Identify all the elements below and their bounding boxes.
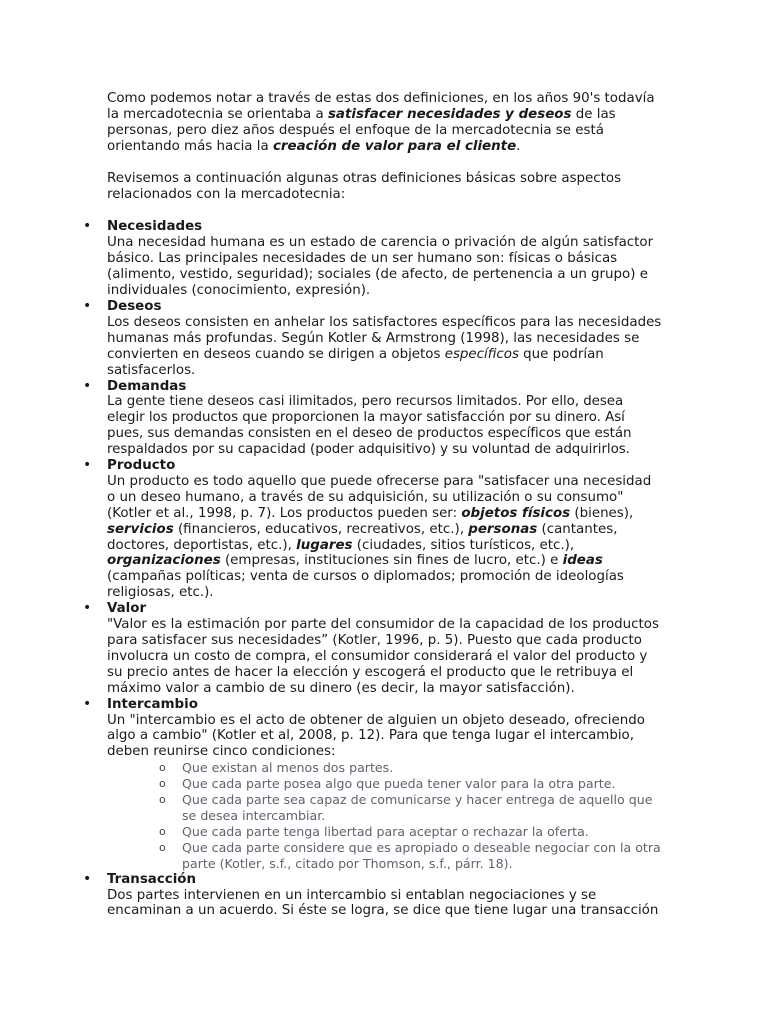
definition-emphasis: personas xyxy=(468,521,538,537)
condition-item: o Que existan al menos dos partes. xyxy=(182,760,663,776)
definition-emphasis: específicos xyxy=(444,346,519,362)
definition-deseos xyxy=(107,299,663,379)
condition-item: o Que cada parte considere que es apropiado o deseable negociar con la otra parte (Kotler, s.f., citado por Thomson, s.f., párr. 18). xyxy=(182,840,663,872)
definition-emphasis: objetos físicos xyxy=(461,505,571,521)
intro-paragraph xyxy=(107,91,663,155)
condition-item: o Que cada parte posea algo que pueda tener valor para la otra parte. xyxy=(182,776,663,792)
definition-text: (bienes), xyxy=(570,505,634,521)
intro-text: de las personas, pero diez años después el enfoque de la mercadotecnia se está orientando más hacia la xyxy=(107,106,616,154)
definition-transaccion xyxy=(107,872,663,920)
definition-text: La gente tiene deseos casi ilimitados, pero recursos limitados. Por ello, desea elegir los productos que proporcionen la mayor satisfacción por su dinero. Así pues, sus demandas consisten en el deseo de productos específicos que están respaldados por su capacidad (poder adquisitivo) y su voluntad de adquirirlos. xyxy=(107,394,632,458)
definition-emphasis: organizaciones xyxy=(107,553,221,569)
definition-text: Un producto es todo aquello que puede ofrecerse para "satisfacer una necesidad o un deseo humano, a través de su adquisición, su utilización o su consumo" (Kotler et al., 1998, p. 7). Los productos pueden ser: xyxy=(107,473,652,521)
term-heading: • Transacción xyxy=(107,871,197,887)
intro-text: Como podemos notar a través de estas dos definiciones, en los años 90's todavía la mercadotecnia se orientaba a xyxy=(107,91,655,122)
definition-text: (campañas políticas; venta de cursos o diplomados; promoción de ideologías religiosas, etc.). xyxy=(107,569,624,601)
definition-text: (financieros, educativos, recreativos, etc.), xyxy=(173,521,469,537)
definition-producto xyxy=(107,458,663,601)
intro-emphasis-needs: satisfacer necesidades y deseos xyxy=(327,106,572,122)
definition-text: que podrían satisfacerlos. xyxy=(107,346,604,378)
definition-demandas xyxy=(107,379,663,459)
term-heading: • Valor xyxy=(107,601,147,617)
definition-text: (empresas, instituciones sin fines de lucro, etc.) e xyxy=(220,553,563,569)
definition-necesidades xyxy=(107,219,663,299)
definition-emphasis: ideas xyxy=(562,553,603,569)
definition-emphasis: lugares xyxy=(296,537,353,553)
definition-text: (cantantes, doctores, deportistas, etc.), xyxy=(107,521,618,553)
term-heading: • Necesidades xyxy=(107,219,203,235)
conditions-list xyxy=(107,760,663,871)
definition-text: (ciudades, sitios turísticos, etc.), xyxy=(352,537,575,553)
term-heading: • Intercambio xyxy=(107,696,198,712)
intro-emphasis-value: creación de valor para el cliente xyxy=(272,138,517,154)
definitions-list xyxy=(107,219,663,919)
term-heading: • Producto xyxy=(107,458,176,474)
intro-text: . xyxy=(516,138,521,154)
definition-text: Dos partes intervienen en un intercambio si entablan negociaciones y se encaminan a un acuerdo. Si éste se logra, se dice que tiene lugar una transacción xyxy=(107,887,659,919)
definition-text: Un "intercambio es el acto de obtener de alguien un objeto deseado, ofreciendo algo a cambio" (Kotler et al, 2008, p. 12). Para que tenga lugar el intercambio, deben reunirse cinco condiciones: xyxy=(107,712,645,760)
intro-paragraph-2: Revisemos a continuación algunas otras definiciones básicas sobre aspectos relacionados con la mercadotecnia: xyxy=(107,170,622,202)
condition-item: o Que cada parte sea capaz de comunicarse y hacer entrega de aquello que se desea intercambiar. xyxy=(182,792,663,824)
definition-text: Una necesidad humana es un estado de carencia o privación de algún satisfactor básico. Las principales necesidades de un ser humano son: físicas o básicas (alimento, vestido, seguridad); sociales (de afecto, de pertenencia a un grupo) e individuales (conocimiento, expresión). xyxy=(107,235,654,299)
term-heading: • Demandas xyxy=(107,378,187,394)
definition-emphasis: servicios xyxy=(107,521,174,537)
condition-item: o Que cada parte tenga libertad para aceptar o rechazar la oferta. xyxy=(182,824,663,840)
definition-text: Los deseos consisten en anhelar los satisfactores específicos para las necesidades humanas más profundas. Según Kotler & Armstrong (1998), las necesidades se convierten en deseos cuando se dirigen a objetos xyxy=(107,314,662,362)
definition-text: "Valor es la estimación por parte del consumidor de la capacidad de los productos para satisfacer sus necesidades” (Kotler, 1996, p. 5). Puesto que cada producto involucra un costo de compra, el consumidor considerará el valor del producto y su precio antes de hacer la elección y escogerá el producto que le retribuya el máximo valor a cambio de su dinero (es decir, la mayor satisfacción). xyxy=(107,617,659,696)
definition-valor xyxy=(107,601,663,696)
definition-intercambio xyxy=(107,697,663,872)
term-heading: • Deseos xyxy=(107,298,162,314)
document-body xyxy=(107,91,663,919)
